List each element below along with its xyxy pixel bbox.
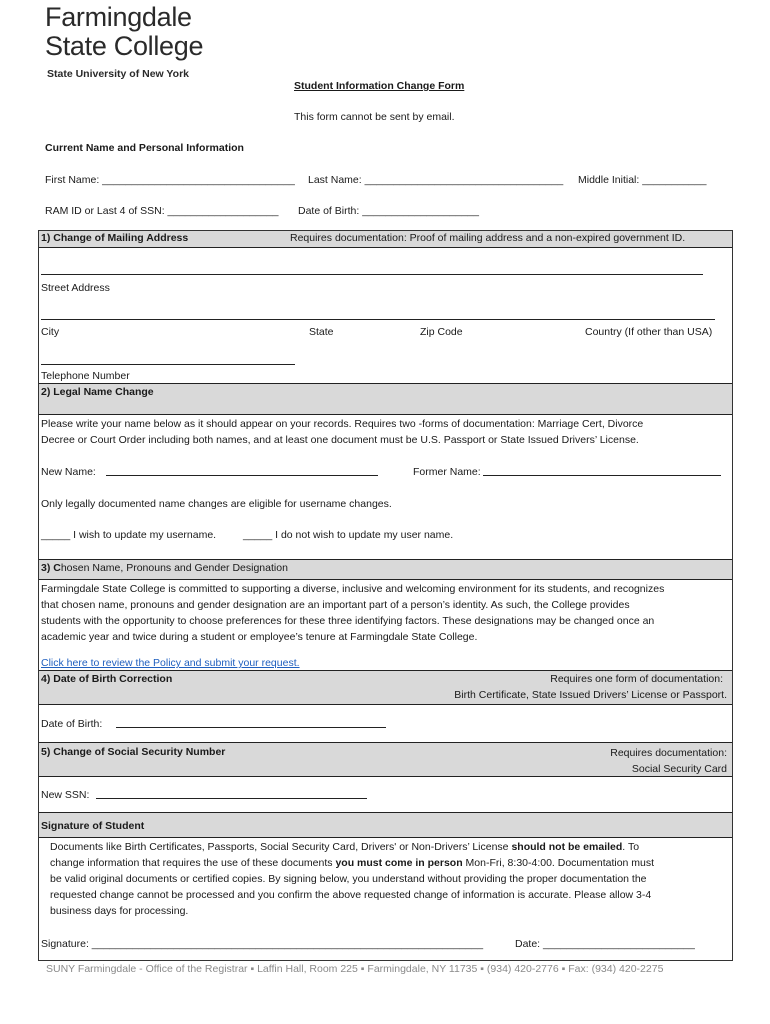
- divider: [39, 704, 732, 705]
- section1-requirement: Requires documentation: Proof of mailing address and a non-expired government ID.: [290, 232, 686, 244]
- divider: [39, 776, 732, 777]
- former-name-line[interactable]: [483, 475, 721, 476]
- dob-correction-label: Date of Birth:: [41, 718, 103, 730]
- divider: [39, 837, 732, 838]
- section2-title: 2) Legal Name Change: [41, 386, 154, 398]
- former-name-label: Former Name:: [413, 466, 481, 478]
- divider: [39, 579, 732, 580]
- section3-line-1: Farmingdale State College is committed to supporting a diverse, inclusive and welcoming environment for its students, and recognizes: [41, 583, 665, 595]
- city-label: City: [41, 326, 60, 338]
- section5-req-1: Requires documentation:: [610, 747, 727, 759]
- signature-field[interactable]: Signature: ___________________________________________________________________: [41, 938, 484, 950]
- street-label: Street Address: [41, 282, 110, 294]
- section4-title: 4) Date of Birth Correction: [41, 673, 173, 685]
- no-update-username-option[interactable]: _____ I do not wish to update my user name.: [243, 529, 454, 541]
- city-line[interactable]: [41, 319, 715, 320]
- signature-text-1b: should not be emailed: [511, 841, 623, 853]
- signature-text-3: be valid original documents or certified copies. By signing below, you understand without providing the proper documentation the: [50, 873, 647, 885]
- only-legal-note: Only legally documented name changes are eligible for username changes.: [41, 498, 392, 510]
- email-note: This form cannot be sent by email.: [294, 111, 455, 123]
- ram-id-field[interactable]: RAM ID or Last 4 of SSN: ___________________: [45, 205, 279, 217]
- divider: [39, 247, 732, 248]
- section3-title-rest: hosen Name, Pronouns and Gender Designation: [60, 562, 288, 574]
- section4-req-1: Requires one form of documentation:: [550, 673, 723, 685]
- current-info-heading: Current Name and Personal Information: [45, 142, 244, 154]
- section3-line-2: that chosen name, pronouns and gender designation are an important part of a person’s identity. As such, the College provides: [41, 599, 630, 611]
- section4-req-2: Birth Certificate, State Issued Drivers’ License or Passport.: [454, 689, 727, 701]
- signature-title: Signature of Student: [41, 820, 145, 832]
- update-username-option[interactable]: _____ I wish to update my username.: [41, 529, 217, 541]
- country-label: Country (If other than USA): [585, 326, 713, 338]
- signature-text-2: [50, 857, 654, 869]
- footer-address: SUNY Farmingdale - Office of the Registrar ▪ Laffin Hall, Room 225 ▪ Farmingdale, NY 11735 ▪ (934) 420-2776 ▪ Fax: (934) 420-2275: [46, 963, 664, 975]
- signature-date-field[interactable]: Date: __________________________: [515, 938, 695, 950]
- signature-text-4: requested change cannot be processed and you confirm the above requested change of information is accurate. Please allow 3-4: [50, 889, 652, 901]
- street-line[interactable]: [41, 274, 703, 275]
- signature-text-1c: . To: [622, 841, 640, 853]
- current-dob-field[interactable]: Date of Birth: ____________________: [298, 205, 479, 217]
- zip-label: Zip Code: [420, 326, 463, 338]
- logo-line-1: Farmingdale: [45, 2, 192, 32]
- first-name-field[interactable]: First Name: _________________________________: [45, 174, 295, 186]
- signature-text-1: [50, 841, 639, 853]
- dob-correction-line[interactable]: [116, 727, 386, 728]
- new-ssn-label: New SSN:: [41, 789, 90, 801]
- last-name-field[interactable]: Last Name: __________________________________: [308, 174, 564, 186]
- signature-text-2b: you must come in person: [335, 857, 463, 869]
- new-name-label: New Name:: [41, 466, 96, 478]
- phone-label: Telephone Number: [41, 370, 130, 382]
- signature-text-2c: Mon-Fri, 8:30-4:00. Documentation must: [462, 857, 655, 869]
- section3-line-3: students with the opportunity to choose preferences for these three identifying factors. These designations may be changed once an: [41, 615, 655, 627]
- section5-req-2: Social Security Card: [631, 763, 727, 775]
- section1-title: 1) Change of Mailing Address: [41, 232, 189, 244]
- signature-text-2a: change information that requires the use of these documents: [50, 857, 336, 869]
- section3-title-lead: 3) C: [41, 562, 61, 574]
- section2-desc-2: Decree or Court Order including both names, and at least one document must be U.S. Passport or State Issued Drivers’ License.: [41, 434, 639, 446]
- form-title: Student Information Change Form: [294, 80, 465, 92]
- signature-text-1a: Documents like Birth Certificates, Passports, Social Security Card, Drivers' or Non-Drivers’ License: [50, 841, 512, 853]
- phone-line[interactable]: [41, 364, 295, 365]
- state-label: State: [309, 326, 334, 338]
- new-ssn-line[interactable]: [96, 798, 367, 799]
- section5-title: 5) Change of Social Security Number: [41, 746, 226, 758]
- policy-link[interactable]: Click here to review the Policy and submit your request.: [41, 657, 300, 669]
- middle-initial-field[interactable]: Middle Initial: ___________: [578, 174, 707, 186]
- logo-line-3: State University of New York: [47, 68, 189, 80]
- logo-line-2: State College: [45, 31, 204, 61]
- signature-text-5: business days for processing.: [50, 905, 189, 917]
- divider: [39, 414, 732, 415]
- section2-desc-1: Please write your name below as it should appear on your records. Requires two -forms of documentation: Marriage Cert, Divorce: [41, 418, 644, 430]
- section3-title: [41, 562, 288, 574]
- new-name-line[interactable]: [106, 475, 378, 476]
- section3-line-4: academic year and twice during a student or employee’s tenure at Farmingdale State College.: [41, 631, 478, 643]
